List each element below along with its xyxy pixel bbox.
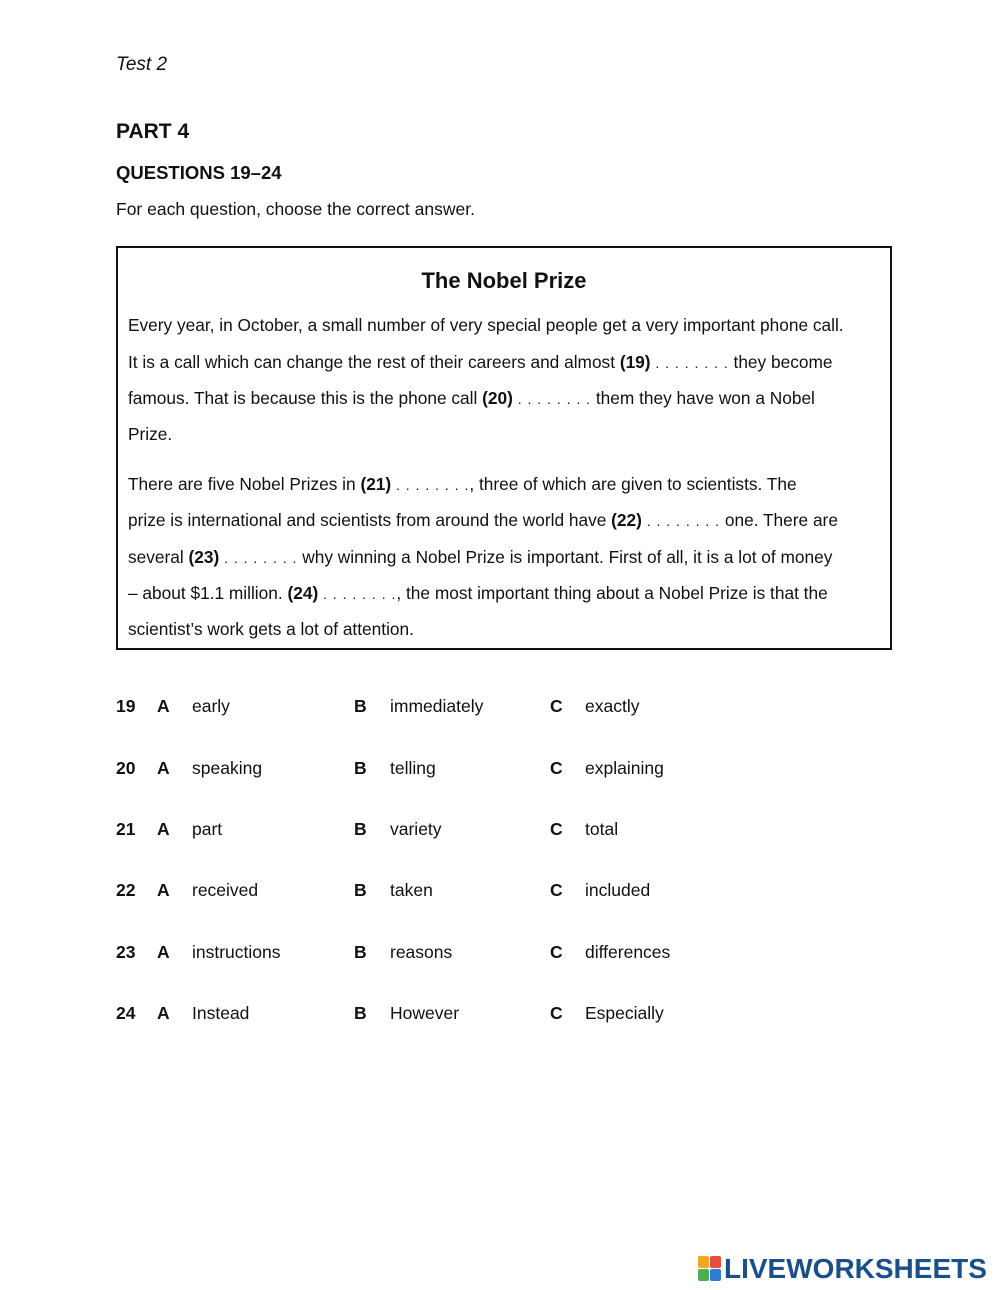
option-letter-b: B (354, 819, 367, 839)
gap-24[interactable]: . . . . . . . . (323, 586, 397, 602)
part-title: PART 4 (116, 120, 190, 143)
question-number: 24 (116, 1003, 136, 1023)
question-row-21 (116, 819, 816, 843)
passage-text: them they have won a Nobel (591, 388, 815, 408)
option-letter-b: B (354, 696, 367, 716)
gap-number-22: (22) (611, 510, 642, 530)
question-number: 23 (116, 942, 136, 962)
liveworksheets-logo-icon (698, 1256, 722, 1282)
gap-21[interactable]: . . . . . . . . (395, 477, 470, 493)
option-letter-c: C (550, 696, 563, 716)
question-row-22 (116, 880, 816, 904)
question-number: 22 (116, 880, 136, 900)
question-row-20 (116, 758, 816, 782)
passage-text: Prize. (128, 424, 173, 444)
question-row-23 (116, 942, 816, 966)
gap-number-20: (20) (482, 388, 513, 408)
option-letter-a: A (157, 696, 170, 716)
option-letter-c: C (550, 880, 563, 900)
logo-text: LIVEWORKSHEETS (724, 1253, 987, 1284)
option-23-a[interactable]: instructions (192, 942, 281, 962)
passage-line-4 (128, 424, 172, 445)
passage-box (116, 246, 892, 650)
option-letter-a: A (157, 819, 170, 839)
gap-23[interactable]: . . . . . . . . (224, 550, 298, 566)
passage-text: Every year, in October, a small number of very special people get a very important phone call. (128, 315, 844, 335)
question-number: 19 (116, 696, 136, 716)
gap-number-23: (23) (188, 547, 220, 567)
passage-line-9 (128, 619, 414, 640)
option-letter-a: A (157, 942, 170, 962)
question-row-19 (116, 696, 816, 720)
option-letter-c: C (550, 942, 563, 962)
gap-20[interactable]: . . . . . . . . (517, 391, 592, 407)
passage-text: , three of which are given to scientists. The (469, 474, 797, 494)
option-24-c[interactable]: Especially (585, 1003, 664, 1023)
gap-number-19: (19) (619, 352, 651, 372)
option-19-b[interactable]: immediately (390, 696, 484, 716)
option-24-b[interactable]: However (390, 1003, 460, 1023)
passage-line-7 (128, 547, 832, 568)
questions-range: QUESTIONS 19–24 (116, 162, 282, 183)
option-20-b[interactable]: telling (390, 758, 436, 778)
passage-text: – about $1.1 million. (128, 583, 288, 603)
passage-text: why winning a Nobel Prize is important. First of all, it is a lot of money (297, 547, 833, 567)
passage-title: The Nobel Prize (421, 268, 587, 293)
instructions: For each question, choose the correct answer. (116, 199, 475, 219)
option-22-b[interactable]: taken (390, 880, 433, 900)
option-22-c[interactable]: included (585, 880, 651, 900)
passage-line-6 (128, 510, 838, 531)
liveworksheets-logo[interactable] (698, 1254, 987, 1284)
option-letter-c: C (550, 1003, 563, 1023)
passage-text: , the most important thing about a Nobel Prize is that the (396, 583, 828, 603)
option-24-a[interactable]: Instead (192, 1003, 250, 1023)
option-letter-b: B (354, 942, 367, 962)
option-23-c[interactable]: differences (585, 942, 671, 962)
passage-line-8 (128, 583, 828, 604)
option-letter-a: A (157, 1003, 170, 1023)
option-letter-c: C (550, 758, 563, 778)
passage-text: It is a call which can change the rest of their careers and almost (128, 352, 620, 372)
passage-line-3 (128, 388, 815, 409)
gap-number-21: (21) (360, 474, 392, 494)
passage-text: prize is international and scientists from around the world have (128, 510, 612, 530)
passage-text: famous. That is because this is the phone call (128, 388, 483, 408)
option-21-b[interactable]: variety (390, 819, 442, 839)
gap-19[interactable]: . . . . . . . . (655, 355, 729, 371)
option-23-b[interactable]: reasons (390, 942, 453, 962)
passage-text: several (128, 547, 189, 567)
option-letter-b: B (354, 758, 367, 778)
option-21-a[interactable]: part (192, 819, 223, 839)
gap-number-24: (24) (287, 583, 319, 603)
option-letter-b: B (354, 880, 367, 900)
passage-text: scientist’s work gets a lot of attention. (128, 619, 414, 639)
option-letter-b: B (354, 1003, 367, 1023)
passage-text: There are five Nobel Prizes in (128, 474, 361, 494)
question-number: 20 (116, 758, 136, 778)
option-20-a[interactable]: speaking (192, 758, 263, 778)
option-21-c[interactable]: total (585, 819, 619, 839)
question-row-24 (116, 1003, 816, 1027)
passage-line-5 (128, 474, 797, 495)
option-19-a[interactable]: early (192, 696, 230, 716)
option-19-c[interactable]: exactly (585, 696, 640, 716)
option-22-a[interactable]: received (192, 880, 259, 900)
option-letter-a: A (157, 880, 170, 900)
gap-22[interactable]: . . . . . . . . (646, 513, 721, 529)
option-20-c[interactable]: explaining (585, 758, 664, 778)
passage-text: one. There are (720, 510, 838, 530)
test-label: Test 2 (116, 54, 168, 75)
option-letter-c: C (550, 819, 563, 839)
passage-line-1 (128, 315, 844, 336)
option-letter-a: A (157, 758, 170, 778)
passage-text: they become (728, 352, 833, 372)
question-number: 21 (116, 819, 136, 839)
passage-line-2 (128, 352, 832, 373)
